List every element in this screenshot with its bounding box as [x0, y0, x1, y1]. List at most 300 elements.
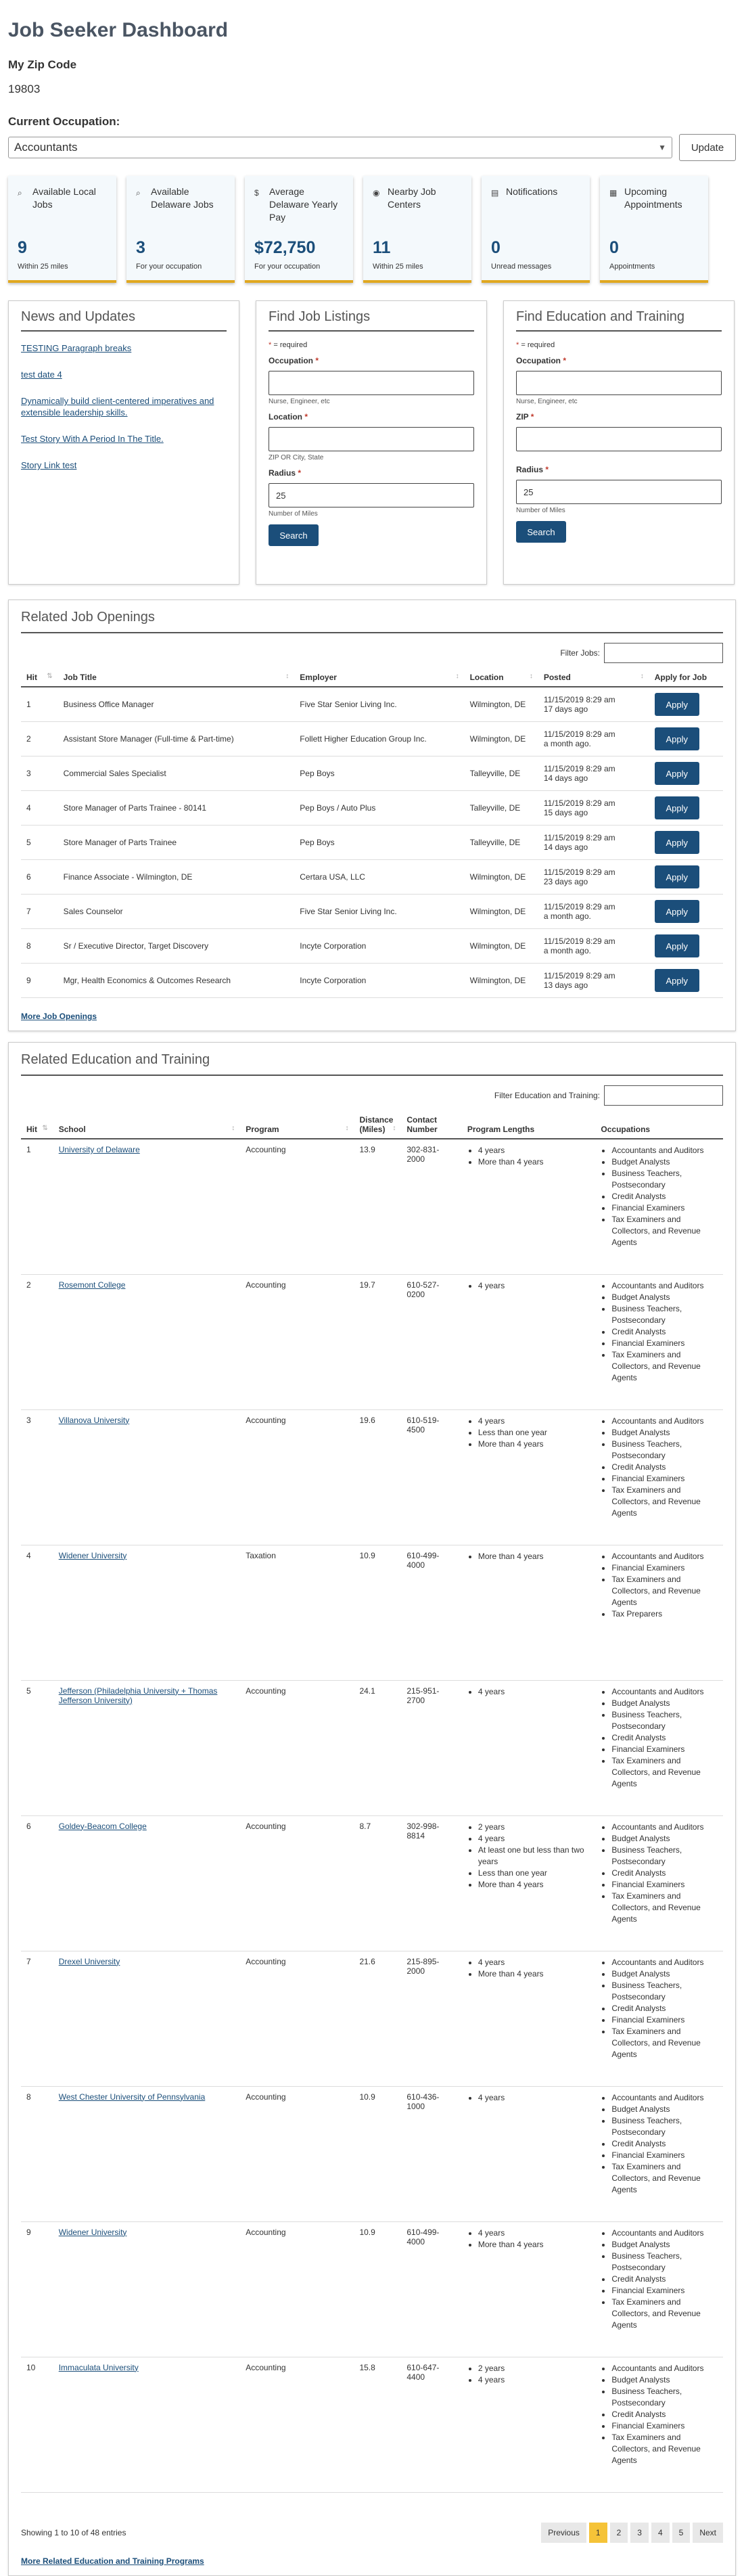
job-hit: 8 — [21, 929, 58, 964]
school-phone: 610-519-4500 — [401, 1409, 461, 1545]
job-occupation-input[interactable] — [269, 371, 474, 395]
list-item: • Accountants and Auditors — [611, 1551, 718, 1562]
list-item: • 2 years — [478, 2363, 590, 2374]
list-item: • Budget Analysts — [611, 2374, 718, 2386]
jobs-table-body — [21, 687, 723, 998]
school-phone: 215-895-2000 — [401, 1951, 461, 2086]
page-link[interactable]: 4 — [651, 2523, 670, 2543]
list-item: • Credit Analysts — [611, 1868, 718, 1879]
school-program: Accounting — [240, 1815, 354, 1951]
list-item: • Accountants and Auditors — [611, 2363, 718, 2374]
school-cell — [53, 2221, 240, 2357]
list-item: • Accountants and Auditors — [611, 1416, 718, 1427]
school-hit: 10 — [21, 2357, 53, 2492]
job-employer: Incyte Corporation — [294, 929, 464, 964]
list-item: • Business Teachers, Postsecondary — [611, 1303, 718, 1326]
news-link[interactable]: Test Story With A Period In The Title. — [21, 434, 164, 444]
related-education-title: Related Education and Training — [21, 1052, 723, 1076]
education-column-header[interactable]: School ↕ — [53, 1111, 240, 1139]
sort-icon: ↕ — [455, 673, 459, 680]
list-item: • Business Teachers, Postsecondary — [611, 1709, 718, 1732]
school-program: Taxation — [240, 1545, 354, 1680]
pagination-row — [21, 2523, 723, 2543]
tile-header — [609, 185, 699, 233]
summary-tile[interactable] — [8, 176, 116, 283]
table-row — [21, 1139, 723, 1274]
school-distance: 10.9 — [354, 2086, 401, 2221]
list-item: • Financial Examiners — [611, 1879, 718, 1891]
list-item: • Tax Examiners and Collectors, and Revenue Agents — [611, 1574, 718, 1608]
occupation-label: Current Occupation: — [8, 115, 120, 128]
job-apply-cell — [649, 929, 723, 964]
jobs-column-header[interactable]: Location ↕ — [465, 669, 538, 687]
job-location: Talleyville, DE — [465, 756, 538, 791]
apply-button[interactable]: Apply — [655, 796, 699, 819]
list-item: • Credit Analysts — [611, 1191, 718, 1202]
table-row — [21, 1815, 723, 1951]
education-filter-input[interactable] — [604, 1085, 723, 1106]
job-location: Talleyville, DE — [465, 791, 538, 826]
education-column-header[interactable]: Program Lengths — [462, 1111, 596, 1139]
list-item: • Credit Analysts — [611, 2138, 718, 2150]
list-item: • Credit Analysts — [611, 2274, 718, 2285]
occupations-list — [601, 1551, 718, 1620]
list-item: • Accountants and Auditors — [611, 1280, 718, 1292]
job-apply-cell — [649, 895, 723, 929]
school-hit: 6 — [21, 1815, 53, 1951]
tile-title: Upcoming Appointments — [624, 186, 682, 210]
occupation-select[interactable] — [8, 137, 672, 158]
education-column-header[interactable]: Hit ⇅ — [21, 1111, 53, 1139]
school-link[interactable]: Widener University — [58, 2227, 127, 2237]
list-item: • Accountants and Auditors — [611, 1957, 718, 1968]
job-posted-date: 11/15/2019 8:29 am — [543, 833, 615, 842]
apply-button[interactable]: Apply — [655, 969, 699, 992]
edu-radius-input[interactable]: 25 — [516, 480, 722, 504]
search-panels — [8, 300, 736, 585]
program-lengths — [462, 1409, 596, 1545]
program-lengths — [462, 1274, 596, 1409]
school-link[interactable]: Villanova University — [58, 1415, 130, 1425]
more-education-link[interactable]: More Related Education and Training Programs — [21, 2556, 204, 2566]
list-item: • Accountants and Auditors — [611, 1686, 718, 1698]
education-column-header[interactable]: Contact Number — [401, 1111, 461, 1139]
table-row — [21, 756, 723, 791]
job-location-input[interactable] — [269, 427, 474, 451]
page-link[interactable]: 3 — [630, 2523, 649, 2543]
job-title: Sr / Executive Director, Target Discovery — [58, 929, 295, 964]
education-table-body — [21, 1139, 723, 2492]
occupations — [595, 2221, 723, 2357]
tile-title: Nearby Job Centers — [388, 186, 436, 210]
list-item: • Tax Examiners and Collectors, and Revenue Agents — [611, 1214, 718, 1248]
program-lengths-list — [467, 1416, 590, 1450]
pagination — [541, 2523, 723, 2543]
school-distance: 15.8 — [354, 2357, 401, 2492]
school-hit: 9 — [21, 2221, 53, 2357]
occupations — [595, 1951, 723, 2086]
list-item: • Tax Examiners and Collectors, and Revenue Agents — [611, 2297, 718, 2331]
apply-button[interactable]: Apply — [655, 693, 699, 716]
job-location: Wilmington, DE — [465, 687, 538, 722]
occupations-list — [601, 2363, 718, 2466]
job-apply-cell — [649, 791, 723, 826]
find-jobs-title: Find Job Listings — [269, 309, 474, 332]
page-link[interactable]: Next — [693, 2523, 723, 2543]
tile-header — [136, 185, 225, 233]
job-employer: Certara USA, LLC — [294, 860, 464, 895]
job-employer: Pep Boys — [294, 826, 464, 860]
list-item: • Business Teachers, Postsecondary — [611, 2115, 718, 2138]
tile-header — [254, 185, 344, 233]
school-link[interactable]: Rosemont College — [58, 1280, 126, 1290]
list-item: • Accountants and Auditors — [611, 1145, 718, 1156]
required-star: * — [269, 341, 272, 349]
job-apply-cell — [649, 756, 723, 791]
list-item: • Budget Analysts — [611, 2239, 718, 2251]
list-item: • 4 years — [478, 2374, 590, 2386]
school-hit: 3 — [21, 1409, 53, 1545]
job-posted — [538, 687, 649, 722]
occupations-list — [601, 2228, 718, 2331]
edu-zip-label: ZIP * — [516, 412, 534, 422]
occupation-selected-value: Accountants — [14, 141, 78, 154]
tile-subtext: For your occupation — [254, 263, 321, 271]
apply-button[interactable]: Apply — [655, 831, 699, 854]
related-jobs-section — [8, 600, 736, 1031]
school-link[interactable]: University of Delaware — [58, 1145, 140, 1154]
jobs-column-header[interactable]: Job Title ↕ — [58, 669, 295, 687]
inbox-icon: ▤ — [491, 188, 499, 198]
news-link[interactable]: Story Link test — [21, 460, 77, 470]
apply-button[interactable]: Apply — [655, 727, 699, 750]
job-location: Wilmington, DE — [465, 722, 538, 756]
job-location: Talleyville, DE — [465, 826, 538, 860]
job-posted — [538, 895, 649, 929]
school-program: Accounting — [240, 1274, 354, 1409]
program-lengths — [462, 1680, 596, 1815]
list-item: • Budget Analysts — [611, 1698, 718, 1709]
list-item: • Business Teachers, Postsecondary — [611, 1168, 718, 1191]
zip-label: My Zip Code — [8, 58, 77, 71]
table-row — [21, 895, 723, 929]
edu-occupation-input[interactable] — [516, 371, 722, 395]
job-title: Finance Associate - Wilmington, DE — [58, 860, 295, 895]
list-item: • Financial Examiners — [611, 1202, 718, 1214]
job-location: Wilmington, DE — [465, 895, 538, 929]
find-education-panel — [503, 300, 735, 585]
edu-zip-input[interactable] — [516, 427, 722, 451]
list-item: • Credit Analysts — [611, 1732, 718, 1744]
education-table — [21, 1111, 723, 2493]
summary-tile[interactable] — [363, 176, 471, 283]
sort-icon: ↕ — [285, 673, 289, 680]
job-title: Business Office Manager — [58, 687, 295, 722]
list-item: • 4 years — [478, 1957, 590, 1968]
list-item: • 4 years — [478, 1416, 590, 1427]
school-distance: 10.9 — [354, 2221, 401, 2357]
list-item: • Tax Examiners and Collectors, and Revenue Agents — [611, 2432, 718, 2466]
news-link[interactable]: test date 4 — [21, 369, 62, 380]
job-apply-cell — [649, 826, 723, 860]
table-row — [21, 860, 723, 895]
tile-value: 0 — [491, 238, 501, 257]
edu-occupation-hint: Nurse, Engineer, etc — [516, 398, 578, 405]
list-item: • Tax Examiners and Collectors, and Revenue Agents — [611, 1349, 718, 1384]
school-cell — [53, 1409, 240, 1545]
job-posted — [538, 826, 649, 860]
update-button[interactable]: Update — [679, 134, 736, 161]
job-employer: Five Star Senior Living Inc. — [294, 687, 464, 722]
program-lengths-list — [467, 1822, 590, 1891]
job-posted-date: 11/15/2019 8:29 am — [543, 867, 615, 877]
apply-button[interactable]: Apply — [655, 934, 699, 957]
school-link[interactable]: Immaculata University — [58, 2362, 139, 2372]
job-employer: Incyte Corporation — [294, 964, 464, 998]
list-item: • Less than one year — [478, 1427, 590, 1439]
sort-icon: ↕ — [345, 1125, 349, 1132]
occupations — [595, 2357, 723, 2492]
school-phone: 610-499-4000 — [401, 2221, 461, 2357]
school-link[interactable]: West Chester University of Pennsylvania — [58, 2092, 206, 2102]
job-posted-ago: a month ago. — [543, 946, 591, 955]
school-hit: 2 — [21, 1274, 53, 1409]
summary-tile[interactable] — [482, 176, 590, 283]
program-lengths-list — [467, 1686, 590, 1698]
search-icon: ⌕ — [18, 188, 22, 198]
school-link[interactable]: Goldey-Beacom College — [58, 1821, 147, 1831]
table-row — [21, 2221, 723, 2357]
job-hit: 3 — [21, 756, 58, 791]
job-apply-cell — [649, 722, 723, 756]
program-lengths-list — [467, 1145, 590, 1168]
tile-header — [18, 185, 107, 233]
summary-tiles — [8, 176, 736, 283]
list-item: • More than 4 years — [478, 2239, 590, 2251]
table-row — [21, 1951, 723, 2086]
job-posted-date: 11/15/2019 8:29 am — [543, 764, 615, 773]
list-item: • 2 years — [478, 1822, 590, 1833]
job-hit: 4 — [21, 791, 58, 826]
job-occupation-label: Occupation * — [269, 356, 319, 365]
job-posted-date: 11/15/2019 8:29 am — [543, 902, 615, 911]
tile-value: 11 — [373, 238, 391, 257]
summary-tile[interactable] — [600, 176, 708, 283]
tile-subtext: Appointments — [609, 263, 655, 271]
list-item: • Tax Examiners and Collectors, and Revenue Agents — [611, 1891, 718, 1925]
program-lengths-list — [467, 1551, 590, 1562]
list-item: • Tax Examiners and Collectors, and Revenue Agents — [611, 1485, 718, 1519]
occupations — [595, 1680, 723, 1815]
jobs-filter-input[interactable] — [604, 643, 723, 663]
school-program: Accounting — [240, 2086, 354, 2221]
jobs-column-header[interactable]: Posted ↕ — [538, 669, 649, 687]
sort-icon: ↕ — [640, 673, 644, 680]
job-apply-cell — [649, 964, 723, 998]
page-link[interactable]: Previous — [541, 2523, 586, 2543]
occupations-list — [601, 1822, 718, 1925]
job-employer: Pep Boys / Auto Plus — [294, 791, 464, 826]
school-cell — [53, 1815, 240, 1951]
job-title: Assistant Store Manager (Full-time & Part-time) — [58, 722, 295, 756]
jobs-filter-label: Filter Jobs: — [560, 648, 600, 658]
news-title: News and Updates — [21, 309, 227, 332]
job-posted-date: 11/15/2019 8:29 am — [543, 936, 615, 946]
find-jobs-panel — [256, 300, 487, 585]
school-program: Accounting — [240, 1139, 354, 1274]
school-phone: 610-647-4400 — [401, 2357, 461, 2492]
tile-value: 9 — [18, 238, 27, 257]
list-item: • Accountants and Auditors — [611, 2092, 718, 2104]
program-lengths-list — [467, 2092, 590, 2104]
program-lengths — [462, 1545, 596, 1680]
list-item: • Budget Analysts — [611, 1292, 718, 1303]
school-cell — [53, 2086, 240, 2221]
job-title: Mgr, Health Economics & Outcomes Research — [58, 964, 295, 998]
school-link[interactable]: Drexel University — [58, 1956, 120, 1966]
jobs-table — [21, 669, 723, 998]
occupations — [595, 1815, 723, 1951]
program-lengths-list — [467, 2363, 590, 2386]
table-row — [21, 1274, 723, 1409]
school-hit: 1 — [21, 1139, 53, 1274]
list-item: • 4 years — [478, 2228, 590, 2239]
required-note: * = required — [516, 341, 555, 349]
table-row — [21, 1680, 723, 1815]
school-program: Accounting — [240, 2357, 354, 2492]
job-location-label: Location * — [269, 412, 308, 422]
jobs-column-header[interactable]: Employer ↕ — [294, 669, 464, 687]
school-cell — [53, 1274, 240, 1409]
program-lengths-list — [467, 1280, 590, 1292]
page-link[interactable]: 1 — [589, 2523, 607, 2543]
school-phone: 610-499-4000 — [401, 1545, 461, 1680]
school-distance: 24.1 — [354, 1680, 401, 1815]
summary-tile[interactable] — [126, 176, 235, 283]
program-lengths — [462, 1815, 596, 1951]
school-distance: 10.9 — [354, 1545, 401, 1680]
table-row — [21, 791, 723, 826]
job-hit: 1 — [21, 687, 58, 722]
tile-title: Available Local Jobs — [32, 186, 96, 210]
program-lengths — [462, 1951, 596, 2086]
list-item: • Business Teachers, Postsecondary — [611, 1980, 718, 2003]
job-radius-input[interactable]: 25 — [269, 483, 474, 507]
dollar-icon: $ — [254, 188, 259, 198]
school-distance: 13.9 — [354, 1139, 401, 1274]
list-item: • More than 4 years — [478, 1968, 590, 1980]
table-row — [21, 1409, 723, 1545]
page-link[interactable]: 5 — [672, 2523, 691, 2543]
news-links — [21, 342, 227, 471]
school-phone: 610-527-0200 — [401, 1274, 461, 1409]
job-title: Sales Counselor — [58, 895, 295, 929]
related-jobs-title: Related Job Openings — [21, 610, 723, 633]
job-location: Wilmington, DE — [465, 929, 538, 964]
occupations — [595, 2086, 723, 2221]
tile-title: Notifications — [506, 186, 558, 197]
job-search-button[interactable]: Search — [269, 524, 319, 546]
list-item: • Business Teachers, Postsecondary — [611, 2251, 718, 2274]
apply-button[interactable]: Apply — [655, 865, 699, 888]
tile-value: 3 — [136, 238, 145, 257]
school-program: Accounting — [240, 1409, 354, 1545]
list-item: • Credit Analysts — [611, 1326, 718, 1338]
list-item: • Financial Examiners — [611, 1338, 718, 1349]
related-education-section — [8, 1042, 736, 2576]
school-hit: 5 — [21, 1680, 53, 1815]
required-star: * — [516, 341, 519, 349]
school-link[interactable]: Widener University — [58, 1550, 127, 1560]
list-item: • Financial Examiners — [611, 1562, 718, 1574]
job-posted-ago: 23 days ago — [543, 877, 588, 886]
job-hit: 6 — [21, 860, 58, 895]
jobs-column-header[interactable]: Apply for Job — [649, 669, 723, 687]
table-row — [21, 964, 723, 998]
jobs-filter-row — [21, 643, 723, 663]
job-apply-cell — [649, 687, 723, 722]
education-column-header[interactable]: Program ↕ — [240, 1111, 354, 1139]
job-posted — [538, 929, 649, 964]
tile-header — [491, 185, 580, 233]
tile-title: Available Delaware Jobs — [151, 186, 214, 210]
occupations-list — [601, 1957, 718, 2060]
apply-button[interactable]: Apply — [655, 762, 699, 785]
job-posted-ago: 13 days ago — [543, 980, 588, 990]
more-job-openings-link[interactable]: More Job Openings — [21, 1012, 97, 1021]
school-cell — [53, 1139, 240, 1274]
news-link[interactable]: Dynamically build client-centered imperatives and extensible leadership skills. — [21, 396, 214, 417]
jobs-column-header[interactable]: Hit ⇅ — [21, 669, 58, 687]
job-radius-hint: Number of Miles — [269, 510, 318, 518]
summary-tile[interactable] — [245, 176, 353, 283]
edu-radius-hint: Number of Miles — [516, 507, 565, 514]
education-column-header[interactable]: Occupations — [595, 1111, 723, 1139]
job-posted — [538, 722, 649, 756]
school-cell — [53, 1951, 240, 2086]
school-link[interactable]: Jefferson (Philadelphia University + Thomas Jefferson University) — [58, 1686, 218, 1705]
news-panel — [8, 300, 239, 585]
school-cell — [53, 1545, 240, 1680]
program-lengths-list — [467, 2228, 590, 2251]
tile-title: Average Delaware Yearly Pay — [269, 186, 338, 223]
education-column-header[interactable]: Distance (Miles) ↕ — [354, 1111, 401, 1139]
occupations — [595, 1545, 723, 1680]
list-item: • 4 years — [478, 2092, 590, 2104]
job-posted-ago: 17 days ago — [543, 704, 588, 714]
apply-button[interactable]: Apply — [655, 900, 699, 923]
school-distance: 21.6 — [354, 1951, 401, 2086]
job-hit: 2 — [21, 722, 58, 756]
job-location: Wilmington, DE — [465, 860, 538, 895]
school-cell — [53, 1680, 240, 1815]
page-link[interactable]: 2 — [610, 2523, 628, 2543]
job-posted-date: 11/15/2019 8:29 am — [543, 695, 615, 704]
tile-value: $72,750 — [254, 238, 316, 257]
job-posted-date: 11/15/2019 8:29 am — [543, 798, 615, 808]
job-title: Commercial Sales Specialist — [58, 756, 295, 791]
occupations-list — [601, 1416, 718, 1519]
news-link[interactable]: TESTING Paragraph breaks — [21, 343, 132, 353]
job-posted — [538, 791, 649, 826]
tile-subtext: Unread messages — [491, 263, 552, 271]
edu-search-button[interactable]: Search — [516, 521, 566, 543]
occupation-row — [8, 134, 736, 161]
list-item: • More than 4 years — [478, 1551, 590, 1562]
list-item: • Business Teachers, Postsecondary — [611, 1845, 718, 1868]
job-apply-cell — [649, 860, 723, 895]
find-education-title: Find Education and Training — [516, 309, 722, 332]
